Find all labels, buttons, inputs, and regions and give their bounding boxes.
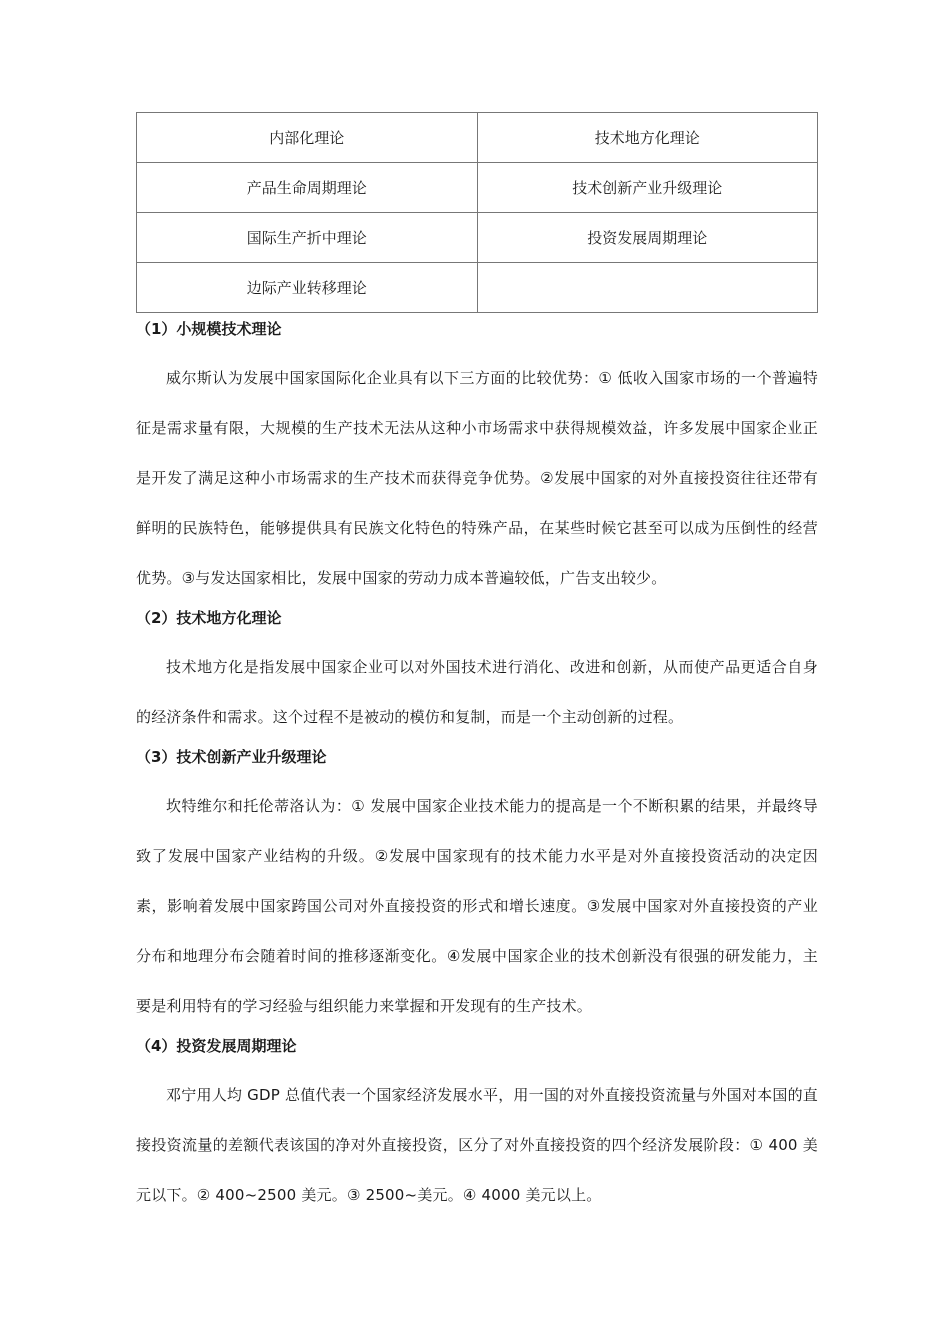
table-cell: 产品生命周期理论 bbox=[137, 163, 478, 213]
table-cell: 边际产业转移理论 bbox=[137, 263, 478, 313]
table-cell: 技术地方化理论 bbox=[477, 113, 818, 163]
section-paragraph: 邓宁用人均 GDP 总值代表一个国家经济发展水平，用一国的对外直接投资流量与外国对本国的直接投资流量的差额代表该国的净对外直接投资，区分了对外直接投资的四个经济发展阶段：① 400 美元以下。② 400~2500 美元。③ 2500~美元。④ 4000 美元以上。 bbox=[136, 1086, 818, 1204]
section-paragraph: 技术地方化是指发展中国家企业可以对外国技术进行消化、改进和创新，从而使产品更适合自身的经济条件和需求。这个过程不是被动的模仿和复制，而是一个主动创新的过程。 bbox=[136, 658, 818, 726]
table-row bbox=[137, 113, 818, 163]
section-heading: （3）技术创新产业升级理论 bbox=[136, 748, 327, 766]
table-row bbox=[137, 263, 818, 313]
section-paragraph: 威尔斯认为发展中国家国际化企业具有以下三方面的比较优势：① 低收入国家市场的一个普遍特征是需求量有限，大规模的生产技术无法从这种小市场需求中获得规模效益，许多发展中国家企业正是开发了满足这种小市场需求的生产技术而获得竞争优势。②发展中国家的对外直接投资往往还带有鲜明的民族特色，能够提供具有民族文化特色的特殊产品，在某些时候它甚至可以成为压倒性的经营优势。③与发达国家相比，发展中国家的劳动力成本普遍较低，广告支出较少。 bbox=[136, 369, 818, 587]
table-cell: 投资发展周期理论 bbox=[477, 213, 818, 263]
section-heading: （1）小规模技术理论 bbox=[136, 320, 282, 338]
document-body bbox=[136, 316, 818, 1220]
theory-table bbox=[136, 112, 818, 313]
section-heading: （2）技术地方化理论 bbox=[136, 609, 282, 627]
section-heading: （4）投资发展周期理论 bbox=[136, 1037, 297, 1055]
table-cell: 技术创新产业升级理论 bbox=[477, 163, 818, 213]
table-cell bbox=[477, 263, 818, 313]
table-cell: 国际生产折中理论 bbox=[137, 213, 478, 263]
table-row bbox=[137, 213, 818, 263]
section-paragraph: 坎特维尔和托伦蒂洛认为：① 发展中国家企业技术能力的提高是一个不断积累的结果，并最终导致了发展中国家产业结构的升级。②发展中国家现有的技术能力水平是对外直接投资活动的决定因素，影响着发展中国家跨国公司对外直接投资的形式和增长速度。③发展中国家对外直接投资的产业分布和地理分布会随着时间的推移逐渐变化。④发展中国家企业的技术创新没有很强的研发能力，主要是利用特有的学习经验与组织能力来掌握和开发现有的生产技术。 bbox=[136, 797, 818, 1015]
table-row bbox=[137, 163, 818, 213]
table-cell: 内部化理论 bbox=[137, 113, 478, 163]
